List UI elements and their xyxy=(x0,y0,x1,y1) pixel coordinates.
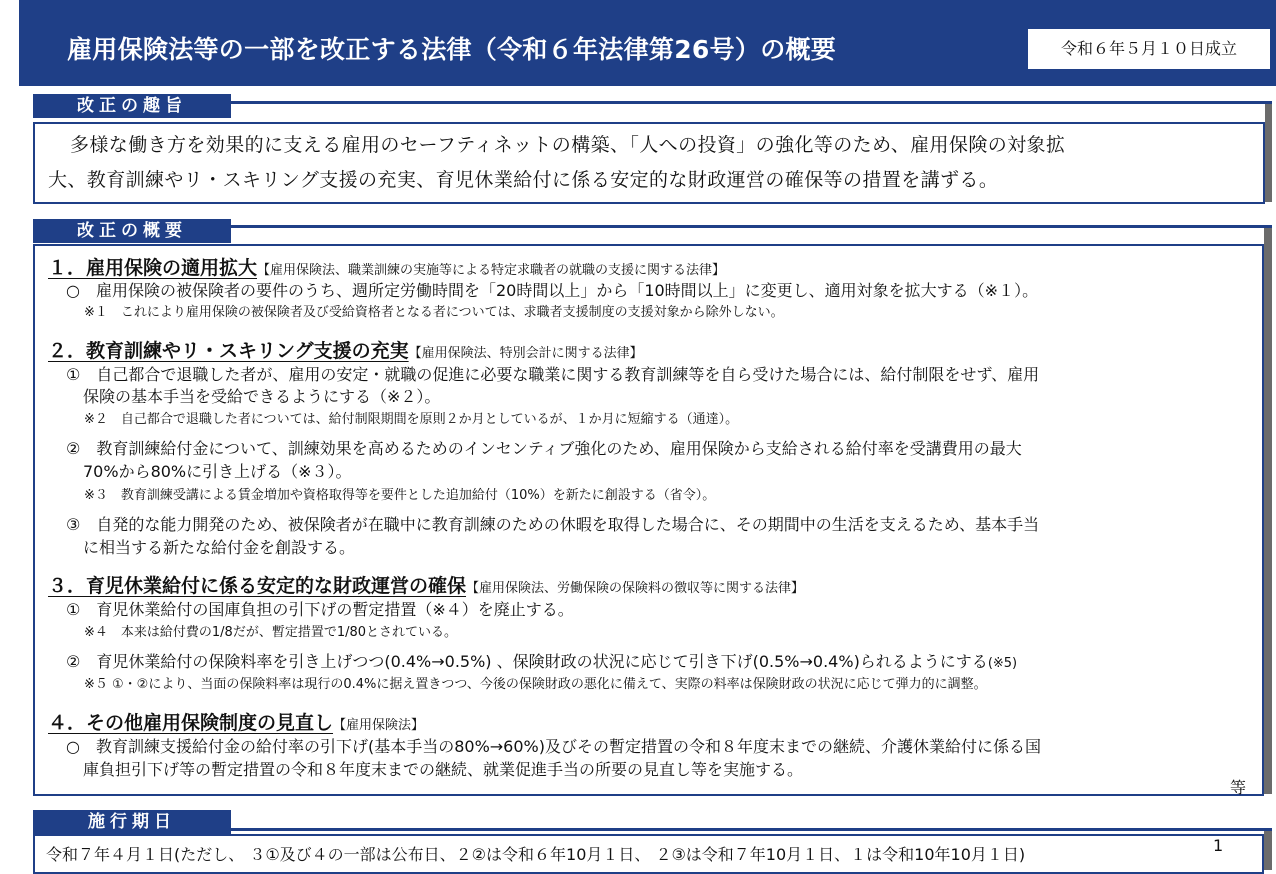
page-number: 1 xyxy=(1213,836,1224,855)
etc-mark: 等 xyxy=(1230,778,1247,797)
overview-header-line xyxy=(231,225,1272,228)
header-bar xyxy=(19,0,1276,86)
section-2-item-2-line-1: ② 教育訓練給付金について、訓練効果を高めるためのインセンティブ強化のため、雇用保険から支給される給付率を受講費用の最大 xyxy=(66,439,1022,458)
overview-box-shadow xyxy=(1264,228,1272,794)
purpose-header-line xyxy=(231,101,1272,104)
overview-section-tab: 改正の概要 xyxy=(33,219,231,243)
section-1-law: 【雇用保険法、職業訓練の実施等による特定求職者の就職の支援に関する法律】 xyxy=(257,263,726,278)
section-1-title: １．雇用保険の適用拡大 xyxy=(48,257,258,279)
section-1-item: ○ 雇用保険の被保険者の要件のうち、週所定労働時間を「20時間以上」から「10時間以上」に変更し、適用対象を拡大する（※１）。 xyxy=(66,281,1039,300)
section-4-law: 【雇用保険法】 xyxy=(333,718,425,733)
section-2-title: ２．教育訓練やリ・スキリング支援の充実 xyxy=(48,340,409,362)
page-title: 雇用保険法等の一部を改正する法律（令和６年法律第26号）の概要 xyxy=(67,35,837,64)
enforcement-header-line xyxy=(231,828,1272,831)
purpose-box-shadow xyxy=(1265,104,1272,202)
section-2-law: 【雇用保険法、特別会計に関する法律】 xyxy=(408,346,643,361)
section-1-heading xyxy=(48,253,725,280)
section-2-item-3-line-2: に相当する新たな給付金を創設する。 xyxy=(83,538,356,557)
enforcement-text: 令和７年４月１日(ただし、 ３①及び４の一部は公布日、２②は令和６年10月１日、 ２③は令和７年10月１日、１は令和10年10月１日) xyxy=(46,845,1026,864)
section-2-item-1-line-1: ① 自己都合で退職した者が、雇用の安定・就職の促進に必要な職業に関する教育訓練等を自ら受けた場合には、給付制限をせず、雇用 xyxy=(66,365,1040,384)
purpose-line-2: 大、教育訓練やリ・スキリング支援の充実、育児休業給付に係る安定的な財政運営の確保等の措置を講ずる。 xyxy=(48,169,999,191)
section-3-heading xyxy=(48,571,804,598)
section-3-item-2-note-ref: (※5) xyxy=(987,656,1018,671)
section-2-item-2-line-2: 70%から80%に引き上げる（※３）。 xyxy=(83,462,352,481)
section-3-item-2-text: ② 育児休業給付の保険料率を引き上げつつ(0.4%→0.5%) 、保険財政の状況に応じて引き下げ(0.5%→0.4%)られるようにする xyxy=(66,652,988,671)
section-4-title: ４．その他雇用保険制度の見直し xyxy=(48,712,334,734)
section-2-heading xyxy=(48,336,643,363)
section-4-item-line-2: 庫負担引下げ等の暫定措置の令和８年度末までの継続、就業促進手当の所要の見直し等を実施する。 xyxy=(83,760,804,779)
enforcement-section-tab: 施行期日 xyxy=(33,810,231,834)
section-2-item-1-line-2: 保険の基本手当を受給できるようにする（※２）。 xyxy=(83,387,441,406)
purpose-section-tab: 改正の趣旨 xyxy=(33,94,231,118)
section-3-note-4: ※４ 本来は給付費の1/8だが、暫定措置で1/80とされている。 xyxy=(84,625,458,640)
purpose-line-1: 多様な働き方を効果的に支える雇用のセーフティネットの構築、「人への投資」の強化等のため、雇用保険の対象拡 xyxy=(70,134,1066,156)
section-4-heading xyxy=(48,708,424,735)
section-4-item-line-1: ○ 教育訓練支援給付金の給付率の引下げ(基本手当の80%→60%)及びその暫定措置の令和８年度末までの継続、介護休業給付に係る国 xyxy=(66,737,1041,756)
section-2-item-3-line-1: ③ 自発的な能力開発のため、被保険者が在職中に教育訓練のための休暇を取得した場合に、その期間中の生活を支えるため、基本手当 xyxy=(66,515,1040,534)
left-margin xyxy=(0,0,19,870)
section-2-note-3: ※３ 教育訓練受講による賃金増加や資格取得等を要件とした追加給付（10%）を新たに創設する（省令）。 xyxy=(84,488,716,503)
section-3-title: ３．育児休業給付に係る安定的な財政運営の確保 xyxy=(48,575,467,597)
enactment-date-badge: 令和６年５月１０日成立 xyxy=(1028,29,1270,69)
section-3-law: 【雇用保険法、労働保険の保険料の徴収等に関する法律】 xyxy=(466,581,805,596)
enforcement-box-shadow xyxy=(1264,831,1272,870)
section-3-item-1: ① 育児休業給付の国庫負担の引下げの暫定措置（※４）を廃止する。 xyxy=(66,600,574,619)
section-3-item-2 xyxy=(66,649,1017,672)
section-3-note-5: ※５ ①・②により、当面の保険料率は現行の0.4%に据え置きつつ、今後の保険財政の悪化に備えて、実際の料率は保険財政の状況に応じて弾力的に調整。 xyxy=(84,677,987,692)
section-1-note: ※１ これにより雇用保険の被保険者及び受給資格者となる者については、求職者支援制度の支援対象から除外しない。 xyxy=(84,305,784,320)
section-2-note-2: ※２ 自己都合で退職した者については、給付制限期間を原則２か月としているが、１か月に短縮する（通達）。 xyxy=(84,412,739,427)
